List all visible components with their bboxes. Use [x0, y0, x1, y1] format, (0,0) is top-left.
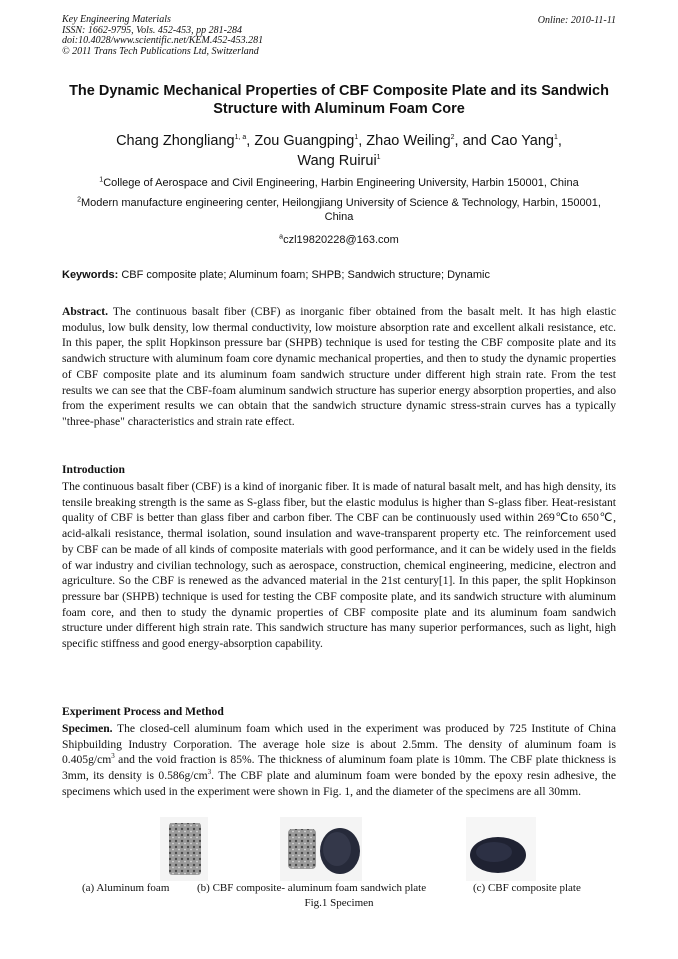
- aluminum-foam-photo: [160, 817, 208, 881]
- sandwich-plate-photo: [280, 817, 362, 881]
- figure-caption: Fig.1 Specimen: [304, 897, 374, 909]
- introduction-heading: Introduction: [62, 463, 125, 476]
- abstract-text: The continuous basalt fiber (CBF) as inorganic fiber obtained from the basalt melt. It has high elastic modulus, low bulk density, low thermal conductivity, low moisture absorption rate and excellent alkali resistance, etc. In this paper, the split Hopkinson pressure bar (SHPB) technique is used for testing the CBF composite plate and its sandwich structure with aluminum foam core dynamic mechanical properties, and then to study the dynamic properties of CBF composite plate and its aluminum foam sandwich structure under different high strain rate. From the test results we can see that the CBF-foam aluminum sandwich structure has superior energy absorption properties, and also from the experiment results we can obtain that the sandwich structure dynamic stress-strain curves has a typically "three-phase" characteristics and strain rate effect.: [62, 305, 616, 428]
- online-date: Online: 2010-11-11: [537, 15, 616, 26]
- abstract-label: Abstract.: [62, 305, 109, 318]
- email-sup: a: [279, 233, 284, 241]
- unit-sup: 3: [111, 752, 115, 761]
- affiliation-1: [62, 176, 616, 190]
- author-sup: 1: [354, 134, 359, 142]
- affiliation-text: Modern manufacture engineering center, Heilongjiang University of Science & Technology, Harbin, 150001, China: [80, 197, 601, 223]
- introduction-text: The continuous basalt fiber (CBF) is a kind of inorganic fiber. It is made of natural basalt melt, and has high density, its tensile breaking strength is the same as S-glass fiber, but the elastic modulus is higher than S-glass fiber. Heat-resistant quality of CBF is better than glass fiber and carbon fiber. The CBF can be continuously used within 269℃to 650℃, acid-alkali resistance, thermal isolation, sound insulation and wave-transparent property etc. The reinforcement used by CBF can be made of all kinds of composite materials with good performance, and it can be widely used in the fields of war industry and civilian technology, such as aerospace, construction, chemical engineering, medicine, electron and agriculture. So the CBF is renewed as the advanced material in the 21st century[1]. In this paper, the split Hopkinson pressure bar (SHPB) technique is used for testing the CBF composite plate, and its sandwich structure with aluminum foam core, and then to study the dynamic properties of CBF composite plate and its aluminum foam sandwich structure under different high strain rate. This sandwich structure has many superior performances, such as light, high specific stiffness and good energy-absorption capability.: [62, 480, 616, 651]
- author-email: [62, 234, 616, 246]
- journal-name: Key Engineering Materials: [62, 14, 171, 25]
- specimen-text-3: . The CBF plate and aluminum foam were bonded by the epoxy resin adhesive, the specimens which used in the experiment were shown in Fig. 1, and the diameter of the specimens are all 30mm.: [62, 769, 617, 798]
- author-name: , and Cao Yang: [454, 133, 554, 149]
- journal-header: [62, 15, 263, 57]
- keywords-text: CBF composite plate; Aluminum foam; SHPB; Sandwich structure; Dynamic: [121, 269, 490, 281]
- affiliation-sup: 1: [99, 176, 104, 184]
- specimen-label: Specimen.: [62, 722, 113, 735]
- author-sup: 1, a: [234, 134, 247, 142]
- author-name: , Zou Guangping: [246, 133, 355, 149]
- issn-line: ISSN: 1662-9795, Vols. 452-453, pp 281-284: [62, 24, 242, 36]
- paper-title: The Dynamic Mechanical Properties of CBF Composite Plate and its Sandwich Structure with Aluminum Foam Core: [69, 83, 609, 117]
- affiliation-sup: 2: [77, 196, 81, 204]
- caption-a: (a) Aluminum foam: [82, 882, 170, 894]
- keywords: [62, 269, 616, 281]
- author-separator: ,: [557, 133, 562, 149]
- specimen-paragraph: [62, 721, 616, 800]
- caption-b: (b) CBF composite- aluminum foam sandwich plate: [197, 882, 427, 894]
- specimen-text-1: The closed-cell aluminum foam which used in the experiment was produced by 725 Institute of China Shipbuilding Industry Corporation. The average hole size is about 2.5mm. The density of aluminum foam is 0.405g/cm: [62, 722, 616, 767]
- author-name: Wang Ruirui: [297, 153, 377, 169]
- author-sup: 2: [450, 134, 455, 142]
- author-name: Chang Zhongliang: [116, 133, 235, 149]
- specimen-photos: [0, 815, 678, 885]
- affiliation-2: [62, 196, 616, 224]
- copyright-line: © 2011 Trans Tech Publications Ltd, Switzerland: [62, 45, 259, 57]
- doi-line[interactable]: doi:10.4028/www.scientific.net/KEM.452-453.281: [62, 35, 264, 46]
- author-list: [62, 131, 616, 171]
- author-sup: 1: [376, 154, 381, 162]
- author-name: , Zhao Weiling: [358, 133, 451, 149]
- keywords-label: Keywords:: [62, 269, 119, 281]
- experiment-heading: Experiment Process and Method: [62, 705, 224, 718]
- caption-c: (c) CBF composite plate: [473, 882, 581, 894]
- abstract: [62, 304, 616, 430]
- unit-sup: 3: [207, 768, 212, 777]
- author-sup: 1: [553, 134, 558, 142]
- specimen-text-2: and the void fraction is 85%. The thickness of aluminum foam plate is 10mm. The CBF plate thickness is 3mm, its density is 0.586g/cm: [62, 753, 616, 783]
- email-address[interactable]: czl19820228@163.com: [283, 234, 399, 246]
- cbf-plate-photo: [466, 817, 536, 881]
- affiliation-text: College of Aerospace and Civil Engineering, Harbin Engineering University, Harbin 150001, China: [103, 177, 579, 189]
